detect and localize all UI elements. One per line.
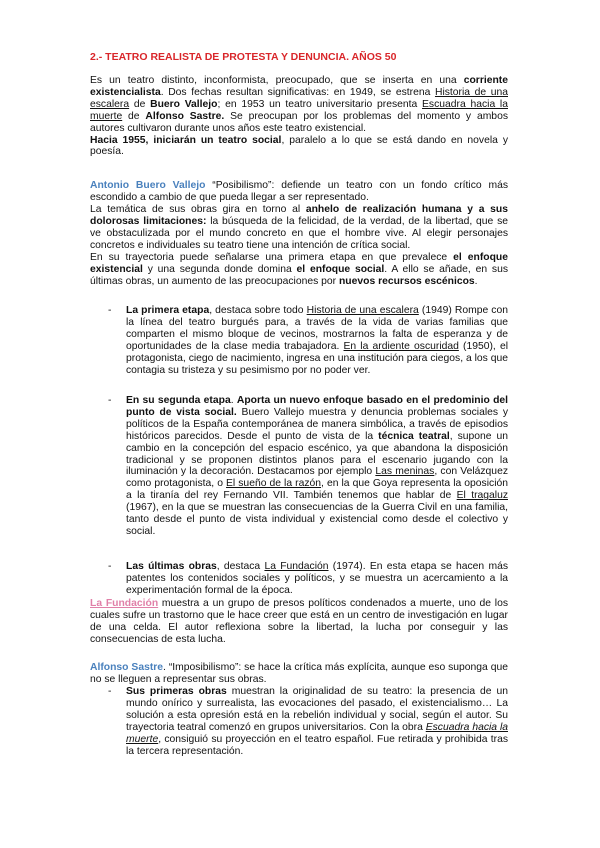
sastre-first-works: Sus primeras obras muestran la originalidad de su teatro: la presencia de un mundo onírico y surrealista, las evocaciones del pasado, el existencialismo… La solución a esta opresión está en la rebelión individual y social, según el autor. Su trayectoria teatral comenzó en grupos universitarios. Con la obra Escuadra hacia la muerte, consiguió su proyección en el teatro español. Fue retirada y prohibida tras la tercera representación.	[126, 686, 508, 757]
list-bullet: -	[108, 395, 112, 406]
list-bullet: -	[108, 305, 112, 316]
intro-paragraph: Es un teatro distinto, inconformista, preocupado, que se inserta en una corriente existencialista. Dos fechas resultan significativas: en 1949, se estrena Historia de una escalera de Buero Vallejo; en 1953 un teatro universitario presenta Escuadra hacia la muerte de Alfonso Sastre. Se preocupan por los problemas del momento y ambos autores cultivaron durante unos años este teatro existencial. Hacia 1955, iniciarán un teatro social, paralelo a lo que se está dando en novela y poesía.	[90, 75, 508, 158]
author-name: Alfonso Sastre	[90, 662, 164, 673]
list-bullet: -	[108, 561, 112, 572]
buero-intro: Antonio Buero Vallejo “Posibilismo”: defiende un teatro con un fondo crítico más escondido a cambio de que pueda llegar a ser representado.	[90, 180, 509, 203]
stage-last: Las últimas obras, destaca La Fundación (1974). En esta etapa se hacen más patentes los contenidos sociales y políticos, y se muestra un acercamiento a la experimentación formal de la época.	[126, 561, 508, 596]
buero-themes: La temática de sus obras gira en torno al anhelo de realización humana y a sus dolorosas limitaciones: la búsqueda de la felicidad, de la verdad, de la libertad, que se ve obstaculizada por el mundo concreto en que el hombre vive. Al elegir personajes concretos e individuales su teatro tiene una intención de crítica social.	[90, 204, 508, 251]
sastre-intro: Alfonso Sastre. “Imposibilismo”: se hace la crítica más explícita, aunque eso suponga que no se lleguen a representar sus obras.	[90, 662, 508, 685]
list-bullet: -	[108, 686, 112, 697]
work-title: La Fundación	[90, 598, 159, 609]
buero-trajectory: En su trayectoria puede señalarse una primera etapa en que prevalece el enfoque existencial y una segunda donde domina el enfoque social. A ello se añade, en sus últimas obras, un aumento de las preocupaciones por nuevos recursos escénicos.	[90, 252, 508, 287]
stage-second: En su segunda etapa. Aporta un nuevo enfoque basado en el predominio del punto de vista social. Buero Vallejo muestra y denuncia problemas sociales y políticos de la España contemporánea de manera simbólica, a través de episodios históricos parecidos. Desde el punto de vista de la técnica teatral, supone un cambio en la concepción del espacio escénico, ya que abandona la disposición tradicional y se proponen distintos planos para el escenario jugando con la iluminación y la decoración. Destacamos por ejemplo Las meninas, con Velázquez como protagonista, o El sueño de la razón, en la que Goya representa la oposición a la tiranía del rey Fernando VII. También tenemos que hablar de El tragaluz (1967), en la que se muestran las consecuencias de la Guerra Civil en una familia, tanto desde el punto de vista individual y existencial como desde el colectivo y social.	[126, 395, 509, 537]
section-title: 2.- TEATRO REALISTA DE PROTESTA Y DENUNCIA. AÑOS 50	[90, 51, 397, 63]
fundacion-paragraph: La Fundación muestra a un grupo de presos políticos condenados a muerte, uno de los cuales sufre un trastorno que le hace creer que está en un centro de investigación en lugar de una celda. El autor reflexiona sobre la libertad, la lucha por conseguir y las consecuencias de esta lucha.	[90, 598, 508, 645]
author-name: Antonio Buero Vallejo	[90, 180, 206, 191]
stage-first: La primera etapa, destaca sobre todo Historia de una escalera (1949) Rompe con la línea del teatro burgués para, a través de la vida de varias familias que comparten el mismo bloque de vecinos, mostrarnos la falta de esperanza y de oportunidades de la clase media trabajadora. En la ardiente oscuridad (1950), el protagonista, ciego de nacimiento, ingresa en una institución para ciegos, a los que contagia su tristeza y su pesimismo por no poder ver.	[126, 305, 509, 376]
